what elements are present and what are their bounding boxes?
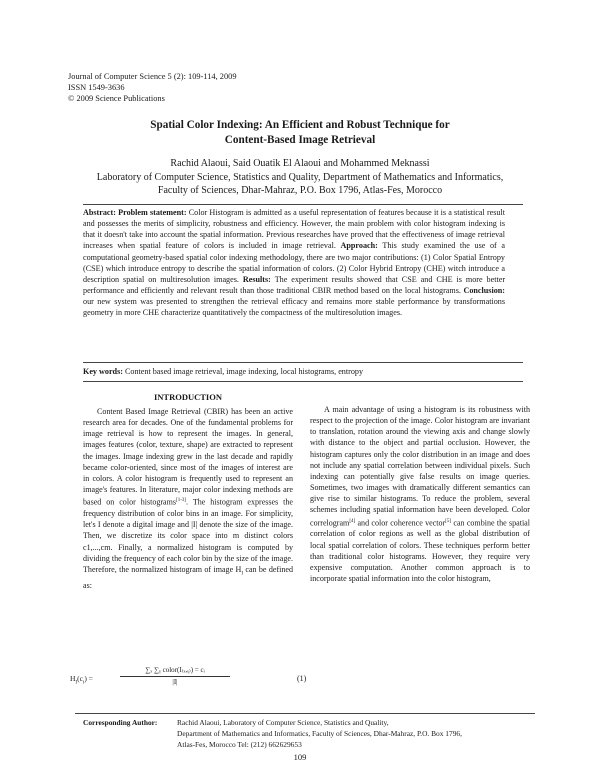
journal-issn: ISSN 1549-3636 <box>68 83 125 92</box>
right-text-2: and color coherence vector <box>355 518 446 528</box>
problem-statement-text: Color Histogram is admitted as a useful representation of features because it is a statistical result and possesses the merits of simplicity, robustness and efficiency. However, the main problem with color histogram indexing is that it doesn't take into account the spatial information. Previous researches have proved that the effectiveness of image retrieval increases when spatial feature of colors is included in image retrieval. <box>83 208 505 251</box>
journal-header <box>68 71 237 104</box>
equation-denominator: |I| <box>172 678 178 686</box>
footer-rule <box>75 713 535 714</box>
abstract-label: Abstract <box>83 208 114 217</box>
abstract-top-rule <box>83 204 523 205</box>
author-block <box>40 157 560 198</box>
problem-statement-label: Problem statement: <box>118 208 187 217</box>
corresponding-line-1: Rachid Alaoui, Laboratory of Computer Science, Statistics and Quality, <box>177 718 389 727</box>
journal-citation: Journal of Computer Science 5 (2): 109-114, 2009 <box>68 72 237 81</box>
corresponding-author-label: Corresponding Author: <box>83 718 158 727</box>
right-column <box>310 404 530 584</box>
keywords-rule <box>83 381 523 382</box>
approach-label: Approach: <box>340 241 378 251</box>
journal-copyright: © 2009 Science Publications <box>68 94 165 103</box>
right-text-1: A main advantage of using a histogram is its robustness with respect to the projection of the image. Color histogram are invariant to translation, rotation around the viewing axis and change slowly with distance to the object and partial occlusion. However, the histogram captures only the color distribution in an image and does not include any spatial correlation between individual pixels. Such indexing can potentially give false results on image queries. Sometimes, two images with dramatically different semantics can give rise to similar histograms. To reduce the problem, several schemes including spatial information have been developed. Color correlogram <box>310 405 530 528</box>
equation-1 <box>70 666 310 690</box>
conclusion-text: our new system was presented to strengthen the retrieval efficacy and remains more stable performance by transformations geometry in more CHE characterize quantitatively the compactness of the multiresolution images. <box>83 297 505 318</box>
results-text: The experiment results showed that CSE and CHE is more better performance and efficiently and relevant result than those traditional CBIR method based on the local histograms. <box>83 274 506 296</box>
abstract-bottom-rule <box>83 362 523 363</box>
intro-text-1: Content Based Image Retrieval (CBIR) has been an active research area for decades. One of the fundamental problems for image retrieval is how to represent the images. In general, images features (color, texture, shape) are extracted to represent the images. Image indexing grew in the last decade and rapidly became color-oriented, since most of the images of interest are in colors. A color histogram is frequently used to represent an image's features. In literature, major color indexing methods are based on color histograms <box>83 407 293 507</box>
keywords-label: Key words: <box>83 367 123 376</box>
affiliation-line-2: Faculty of Sciences, Dhar-Mahraz, P.O. Box 1796, Atlas-Fes, Morocco <box>157 185 443 196</box>
right-paragraph-1 <box>310 404 530 584</box>
equation-numerator: ∑ₓ ∑ᵧ color(I₍ₓ,ᵧ₎) = cᵢ <box>145 666 205 674</box>
citation-ref: [4] <box>349 518 356 524</box>
affiliation-line-1: Laboratory of Computer Science, Statistics and Quality, Department of Mathematics and Informatics, <box>96 171 504 183</box>
subscript: I <box>241 571 243 577</box>
section-heading-introduction: INTRODUCTION <box>153 392 222 402</box>
title-line-1: Spatial Color Indexing: An Efficient and Robust Technique for <box>150 119 450 131</box>
equation-number: (1) <box>297 674 307 683</box>
citation-ref: [1-3] <box>176 498 187 504</box>
corresponding-author-details <box>177 718 537 750</box>
intro-text-3: can be defined as: <box>83 564 293 590</box>
abstract: Abstract: Problem statement: Color Histogram is admitted as a useful representation of features because it is a statistical result and possesses the merits of simplicity, robustness and efficiency. However, the main problem with color histogram indexing is that it doesn't take into account the spatial information. Previous researches have proved that the effectiveness of image retrieval increases when spatial feature of colors is included in image retrieval. Approach: This study examined the use of a computational geometry-based spatial color indexing methodology, there are two major contributions: (1) Color Spatial Entropy (CSE) which introduce entropy to describe the spatial information of colors. (2) Color Hybrid Entropy (CHE) witch introduce a description spatial on multiresolution images. Results: The experiment results showed that CSE and CHE is more better performance and efficiently and relevant result than those traditional CBIR method based on the local histograms. Conclusion: our new system was presented to strengthen the retrieval efficacy and remains more stable performance by transformations geometry in more CHE characterize quantitatively the compactness of the multiresolution images. <box>83 208 506 318</box>
intro-text-2: . The histogram expresses the frequency distribution of color bins in an image. For simplicity, let's I denote a digital image and |I| denote the size of the image. Then, we discretize its color space into m distinct colors c1,...,cm. Finally, a normalized histogram is computed by dividing the frequency of each color bin by the size of the image. Therefore, the normalized histogram of image H <box>83 497 293 574</box>
keywords <box>83 367 523 376</box>
title-line-2: Content-Based Image Retrieval <box>224 134 376 146</box>
corresponding-line-2: Department of Mathematics and Informatics, Faculty of Sciences, Dhar-Mahraz, P.O. Box 1796, <box>177 728 462 738</box>
paper-title <box>60 118 540 148</box>
intro-paragraph-1 <box>83 406 293 591</box>
keywords-text: Content based image retrieval, image indexing, local histograms, entropy <box>124 367 364 376</box>
conclusion-label: Conclusion: <box>463 286 505 296</box>
author-names: Rachid Alaoui, Said Ouatik El Alaoui and Mohammed Meknassi <box>170 158 430 169</box>
results-label: Results: <box>242 274 271 284</box>
approach-text: This study examined the use of a computational geometry-based spatial color indexing methodology, there are two major contributions: (1) Color Spatial Entropy (CSE) which introduce entropy to describe the spatial information of colors. (2) Color Hybrid Entropy (CHE) witch introduce a description spatial on multiresolution images. <box>83 241 505 284</box>
equation-lhs: $H_I(c_i)$ = <box>70 674 93 686</box>
page-number: 109 <box>293 752 307 762</box>
corresponding-line-3: Atlas-Fes, Morocco Tel: (212) 662629653 <box>177 739 302 749</box>
right-text-3: can combine the spatial correlation of color regions as well as the global distribution of local spatial correlation of colors. These techniques perform better than traditional color histograms. However, they require very expensive computation. Another common approach is to incorporate spatial information into the color histogram, <box>310 518 530 584</box>
citation-ref: [5] <box>445 518 452 524</box>
left-column <box>83 406 293 591</box>
fraction-bar <box>120 676 230 677</box>
